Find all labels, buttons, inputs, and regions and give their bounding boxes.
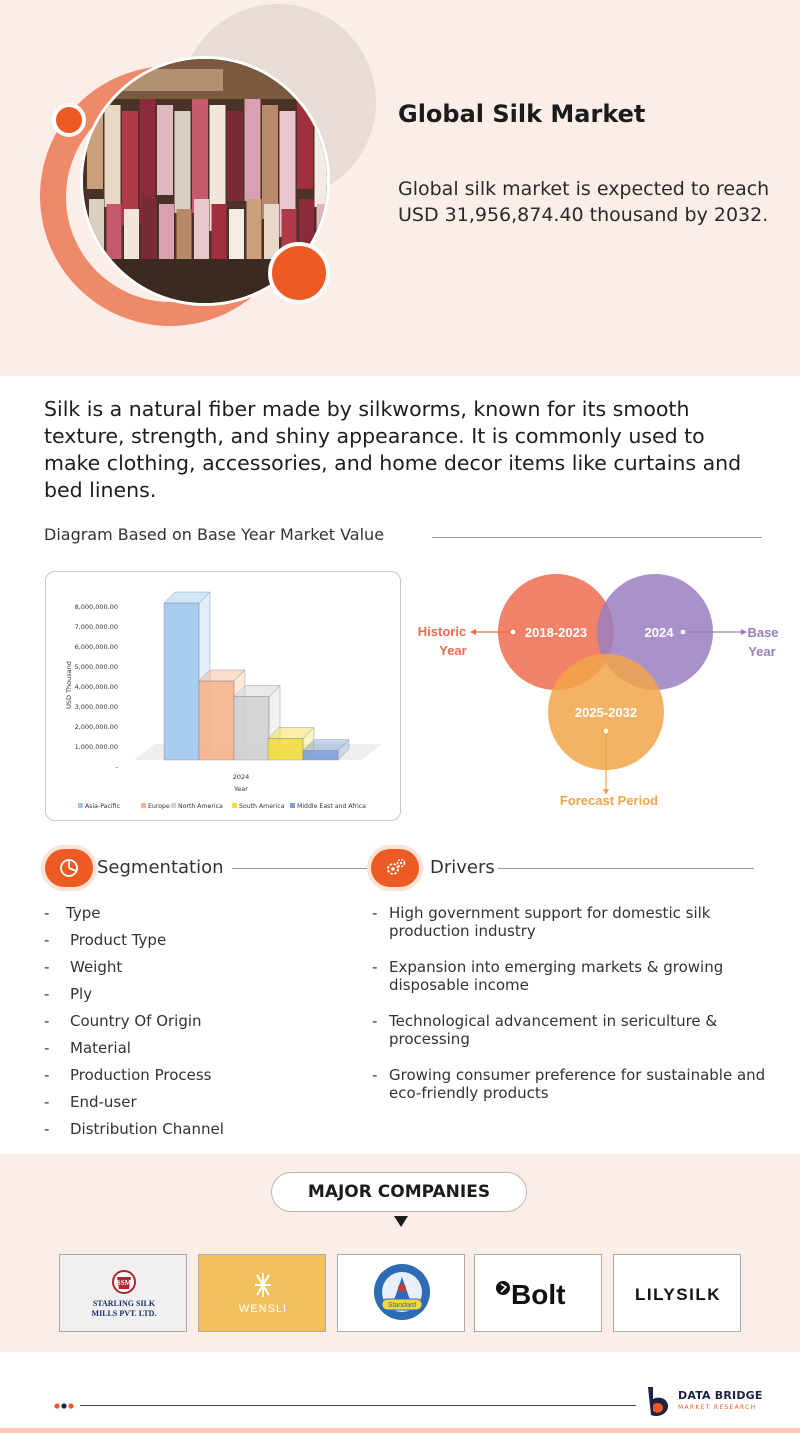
divider [498,868,754,869]
logo-bolt [474,1254,602,1332]
svg-text:SSM: SSM [116,1279,132,1287]
base-label: Year [748,644,776,659]
x-axis-label: Year [234,785,248,793]
forecast-label: Forecast Period [559,793,659,808]
gears-icon [371,849,419,887]
list-item: - Expansion into emerging markets & growing disposable income [372,958,724,994]
period-venn-diagram [410,565,800,815]
svg-text:Bolt: Bolt [511,1279,566,1310]
divider [80,1405,636,1406]
segmentation-title: Segmentation [97,857,224,878]
legend-item [78,803,120,810]
y-tick-label: 7,000,000.00 [74,623,118,631]
svg-text:Europe: Europe [148,803,170,810]
list-item: - Distribution Channel [44,1120,224,1138]
page-title: Global Silk Market [398,100,646,128]
major-companies-section [0,1154,800,1352]
data-bridge-logo: DATA BRIDGE MARKET RESEARCH [642,1385,762,1419]
list-item: - End-user [44,1093,137,1111]
y-tick-label: 1,000,000.00 [74,743,118,751]
historic-period: 2018-2023 [524,625,588,640]
svg-text:Middle East and Africa: Middle East and Africa [297,803,366,810]
y-tick-label: 8,000,000.00 [74,603,118,611]
y-tick-label: 3,000,000.00 [74,703,118,711]
base-period: 2024 [644,625,674,640]
list-item: - Growing consumer preference for sustainable and eco-friendly products [372,1066,766,1102]
market-forecast-text: Global silk market is expected to reach USD 31,956,874.40 thousand by 2032. [398,178,770,226]
market-value-chart [45,571,401,821]
arrow-icon [470,629,476,635]
logo-wensli [198,1254,326,1332]
intro-paragraph: Silk is a natural fiber made by silkworms, known for its smooth texture, strength, and shiny appearance. It is commonly used to make clothing, accessories, and home decor items like curtains and bed linens. [44,397,742,502]
major-companies-title: MAJOR COMPANIES [271,1172,527,1212]
segmentation-list [44,904,224,1147]
legend-item [290,803,366,810]
list-item: - Technological advancement in sericulture & processing [372,1012,718,1048]
x-tick-label: 2024 [232,773,250,781]
y-tick-label: 4,000,000.00 [74,683,118,691]
svg-text:North America: North America [178,803,223,810]
logo-lilysilk [613,1254,741,1332]
historic-label: Year [439,643,467,658]
logo-standard [337,1254,465,1332]
svg-text:STARLING SILK: STARLING SILK [92,1299,156,1308]
svg-text:Asia-Pacific: Asia-Pacific [85,803,120,810]
svg-text:MILLS PVT. LTD.: MILLS PVT. LTD. [91,1309,157,1318]
footer-dots [54,1403,78,1409]
y-tick-label: 5,000,000.00 [74,663,118,671]
svg-text:South America: South America [239,803,285,810]
list-item: - Production Process [44,1066,212,1084]
decor-dot [52,103,86,137]
list-item: - Type [44,904,101,922]
list-item: - Country Of Origin [44,1012,202,1030]
historic-label: Historic [417,624,467,639]
decor-dot [268,242,330,304]
y-tick-label: 2,000,000.00 [74,723,118,731]
divider [432,537,762,538]
drivers-title: Drivers [430,857,495,878]
list-item: - Weight [44,958,123,976]
y-axis-label: USD Thousand [65,661,73,709]
svg-text:Standard: Standard [387,1302,417,1309]
legend-item [141,803,170,810]
list-item: - Ply [44,985,93,1003]
list-item: - Material [44,1039,131,1057]
list-item: - Product Type [44,931,167,949]
base-label: Base [747,625,779,640]
svg-text:WENSLI: WENSLI [238,1303,288,1315]
arrow-icon [741,629,747,635]
legend-item [171,803,223,810]
arrow-down-icon [394,1216,408,1227]
forecast-period: 2025-2032 [574,705,638,720]
pie-chart-icon [45,849,93,887]
logo-starling-silk [59,1254,187,1332]
divider [232,868,374,869]
legend-item [232,803,285,810]
header-banner [0,0,800,376]
svg-text:LILYSILK: LILYSILK [635,1285,721,1304]
y-tick-label: 6,000,000.00 [74,643,118,651]
list-item: - High government support for domestic silk production industry [372,904,711,940]
footer-bar [0,1428,800,1433]
diagram-title: Diagram Based on Base Year Market Value [44,525,385,544]
drivers-list [372,904,772,1120]
y-tick-label: - [115,763,118,771]
